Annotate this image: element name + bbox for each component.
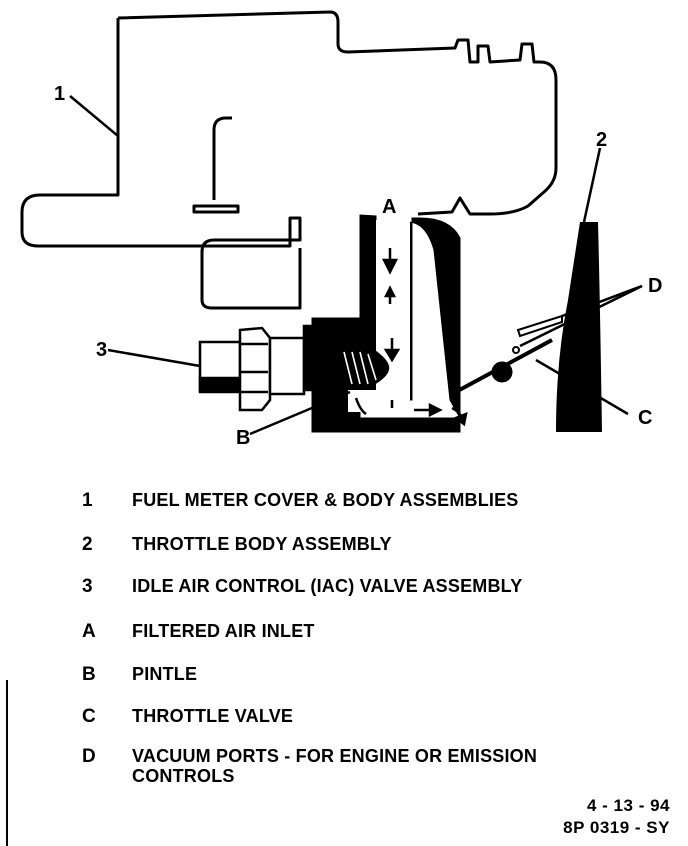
- legend-text: FUEL METER COVER & BODY ASSEMBLIES: [132, 490, 519, 510]
- legend-text: THROTTLE VALVE: [132, 706, 294, 726]
- legend-key: 2: [82, 534, 93, 555]
- legend-key: C: [82, 706, 96, 727]
- legend-key: A: [82, 621, 96, 642]
- legend-text: PINTLE: [132, 664, 198, 684]
- callout-b: B: [236, 427, 251, 449]
- callout-3: 3: [96, 339, 108, 361]
- legend-key: B: [82, 664, 96, 685]
- legend-key: 3: [82, 576, 93, 597]
- callout-a: A: [382, 196, 397, 218]
- figure-code: 8P 0319 - SY: [563, 818, 670, 837]
- fuel-meter-cover-outline: [22, 12, 556, 308]
- figure-date: 4 - 13 - 94: [587, 796, 670, 815]
- callout-c: C: [638, 407, 653, 429]
- legend-text: IDLE AIR CONTROL (IAC) VALVE ASSEMBLY: [132, 576, 523, 596]
- legend-text: THROTTLE BODY ASSEMBLY: [132, 534, 392, 554]
- throttle-body-bore: [556, 222, 602, 432]
- legend-key: D: [82, 746, 96, 767]
- legend-key: 1: [82, 490, 93, 511]
- callout-d: D: [648, 275, 663, 297]
- margin-rule: [6, 680, 8, 846]
- callout-2: 2: [596, 129, 608, 151]
- callout-1: 1: [54, 83, 66, 105]
- legend-text: VACUUM PORTS - FOR ENGINE OR EMISSION CONTROLS: [132, 746, 538, 786]
- legend-text: FILTERED AIR INLET: [132, 621, 315, 641]
- throttle-valve: [452, 340, 552, 394]
